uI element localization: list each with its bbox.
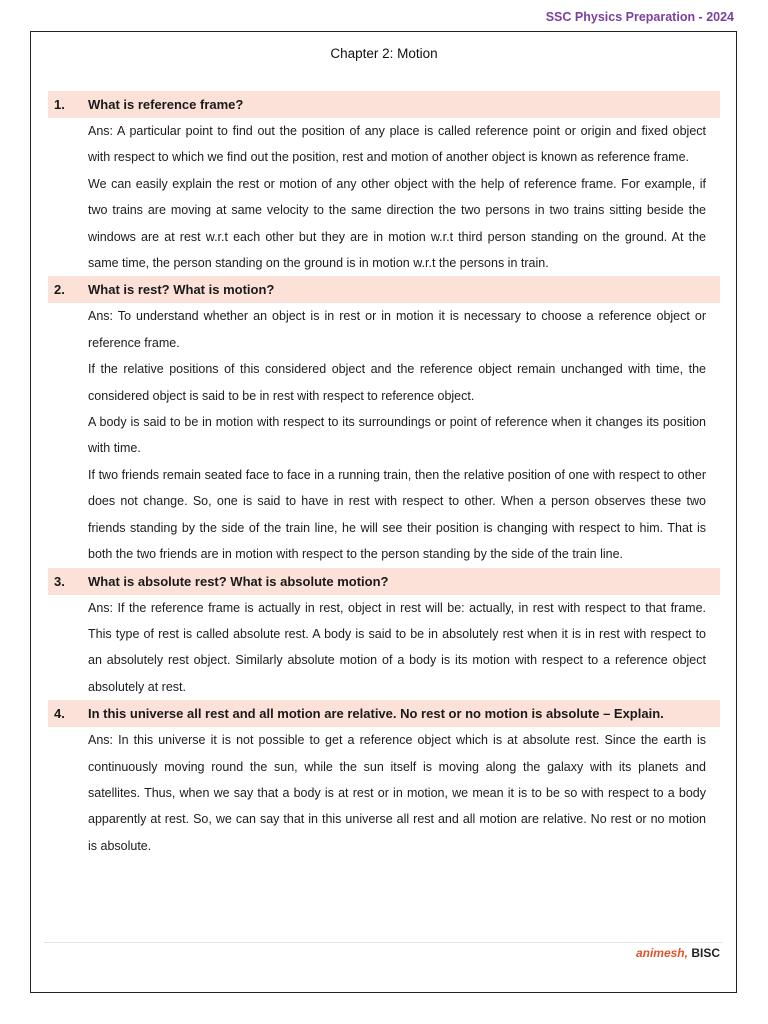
footer-divider	[44, 942, 722, 943]
answer-2	[88, 303, 706, 567]
answer-4	[88, 727, 706, 859]
answer-1	[88, 118, 706, 276]
answer-paragraph: Ans: A particular point to find out the position of any place is called reference point or origin and fixed object with respect to which we find out the position, rest and motion of another object is known as reference frame.	[88, 124, 706, 165]
question-text: What is reference frame?	[88, 97, 244, 112]
chapter-title: Chapter 2: Motion	[330, 46, 438, 61]
answer-paragraph: We can easily explain the rest or motion of any other object with the help of reference frame. For example, if two trains are moving at same velocity to the same direction the two persons in two trains sitting beside the windows are at rest w.r.t each other but they are in motion w.r.t third person standing on the ground. At the same time, the person standing on the ground is in motion w.r.t the persons in train.	[88, 176, 706, 271]
header-title: SSC Physics Preparation - 2024	[545, 10, 734, 24]
answer-paragraph: If two friends remain seated face to face in a running train, then the relative position of one with respect to other does not change. So, one is said to have in rest with respect to other. When a person observes these two friends standing by the side of the train line, he will see their position is changing with respect to him. That is both the two friends are in motion with respect to the person standing by the side of the train line.	[88, 467, 706, 562]
question-text: What is rest? What is motion?	[88, 282, 275, 298]
question-text: In this universe all rest and all motion are relative. No rest or no motion is absolute – Explain.	[88, 706, 664, 722]
signature-separator: ,	[684, 946, 688, 960]
question-number: 2.	[54, 282, 65, 298]
question-row-1	[48, 91, 720, 118]
footer-signature	[636, 946, 720, 960]
question-number: 1.	[54, 97, 65, 112]
question-number: 3.	[54, 573, 65, 589]
answer-paragraph: Ans: In this universe it is not possible to get a reference object which is at absolute rest. Since the earth is continuously moving round the sun, while the sun itself is moving along the galaxy with its planets and satellites. Thus, when we say that a body is at rest or in motion, we mean it is to be so with respect to a body apparently at rest. So, we can say that in this universe all rest and all motion are relative. No rest or no motion is absolute.	[88, 733, 706, 853]
answer-paragraph: Ans: To understand whether an object is in rest or in motion it is necessary to choose a reference object or reference frame.	[88, 309, 706, 350]
question-number: 4.	[54, 706, 65, 722]
answer-paragraph: A body is said to be in motion with respect to its surroundings or point of reference when it changes its position with time.	[88, 415, 706, 456]
question-row-4	[48, 700, 720, 727]
question-text: What is absolute rest? What is absolute motion?	[88, 573, 389, 589]
question-row-2	[48, 276, 720, 303]
question-row-3	[48, 568, 720, 595]
signature-brand: animesh	[635, 946, 685, 960]
signature-org: BISC	[691, 946, 720, 960]
answer-paragraph: If the relative positions of this considered object and the reference object remain unchanged with time, the considered object is said to be in rest with respect to reference object.	[88, 362, 706, 403]
qa-list	[48, 91, 720, 859]
answer-3	[88, 595, 706, 701]
answer-paragraph: Ans: If the reference frame is actually in rest, object in rest will be: actually, in rest with respect to that frame. This type of rest is called absolute rest. A body is said to be in absolutely rest when it is in rest with respect to an absolutely rest object. Similarly absolute motion of a body is its motion with respect to a reference object absolutely at rest.	[88, 600, 706, 694]
